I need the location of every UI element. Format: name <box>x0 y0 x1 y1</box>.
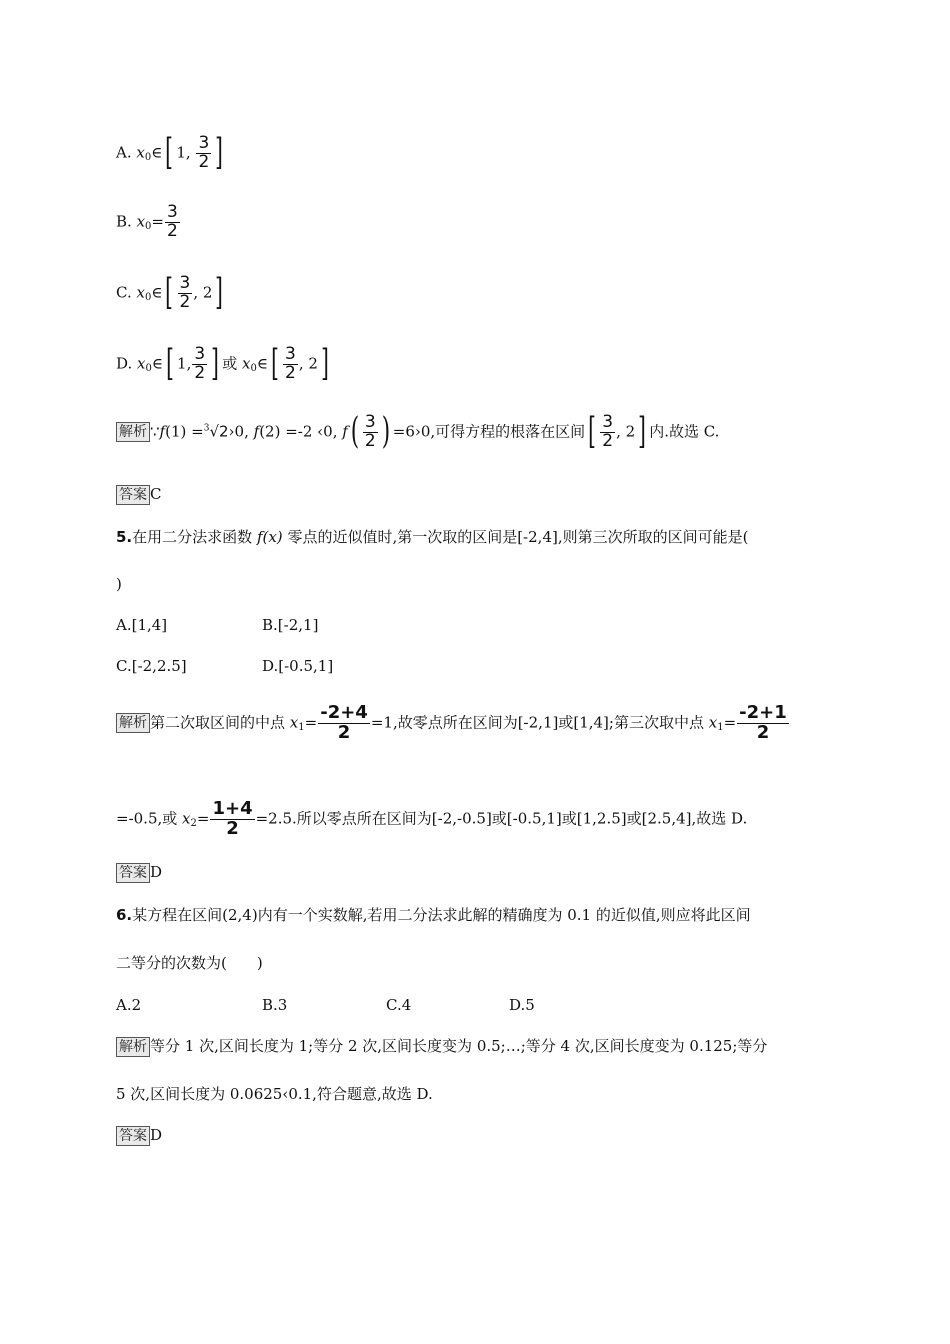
var-x: x <box>137 354 146 373</box>
var-x: x <box>289 713 299 732</box>
func-f: f <box>253 422 260 441</box>
subscript: 0 <box>145 363 152 375</box>
text: 在用二分法求函数 <box>132 528 253 546</box>
option-letter: B. <box>116 212 132 231</box>
subscript: 0 <box>144 292 152 304</box>
numerator: 3 <box>602 412 614 432</box>
text: 第二次取区间的中点 <box>150 713 286 732</box>
q4-option-c <box>116 272 226 314</box>
option-letter: C. <box>116 283 132 302</box>
q5-option-c: C.[-2,2.5] <box>116 657 187 675</box>
q4-option-b <box>116 204 181 241</box>
text: =1,故零点所在区间为[-2,1]或[1,4];第三次取中点 <box>370 713 704 732</box>
denominator: 2 <box>337 721 351 743</box>
q6-option-c: C.4 <box>386 996 412 1014</box>
numerator: -2+4 <box>320 702 368 723</box>
q5-option-d: D.[-0.5,1] <box>262 657 334 675</box>
text: (2) =-2 ‹0, <box>259 422 338 441</box>
denominator: 2 <box>167 220 178 241</box>
numerator: 3 <box>285 344 296 364</box>
interval-low: 1, <box>176 143 191 162</box>
analysis-tag: 解析 <box>116 713 150 733</box>
left-paren: ( <box>350 411 360 453</box>
q5-option-b: B.[-2,1] <box>262 616 319 634</box>
relation: ∈ <box>151 354 163 373</box>
numerator: 3 <box>198 133 210 153</box>
answer-value: C <box>150 485 162 503</box>
numerator: 3 <box>364 412 376 432</box>
text: 某方程在区间(2,4)内有一个实数解,若用二分法求此解的精确度为 0.1 的近似值,则应将此区间 <box>132 906 751 924</box>
text: ) <box>116 575 122 593</box>
interval-low: 1, <box>177 354 192 373</box>
denominator: 2 <box>198 151 210 172</box>
left-bracket: [ <box>165 132 174 174</box>
var-x: x <box>136 212 146 231</box>
interval-high: , 2 <box>616 422 636 441</box>
right-bracket: ] <box>215 132 224 174</box>
numerator: 1+4 <box>212 798 253 819</box>
q6-option-b: B.3 <box>262 996 288 1014</box>
text: =-0.5,或 <box>116 809 178 828</box>
q5-analysis-line1 <box>116 704 790 743</box>
left-bracket: [ <box>588 411 597 453</box>
subscript: 0 <box>145 221 152 233</box>
q5-option-a: A.[1,4] <box>116 616 168 634</box>
question-number: 5. <box>116 528 133 546</box>
text: 等分 1 次,区间长度为 1;等分 2 次,区间长度变为 0.5;…;等分 4 次,区间长度变为 0.125;等分 <box>150 1037 768 1055</box>
right-bracket: ] <box>321 343 329 385</box>
fraction <box>363 414 378 451</box>
answer-tag: 答案 <box>116 863 150 883</box>
analysis-tag: 解析 <box>116 1037 150 1057</box>
q6-answer <box>116 1125 162 1146</box>
answer-value: D <box>150 863 163 881</box>
subscript: 1 <box>717 722 724 734</box>
text: (1) = <box>165 422 204 441</box>
var-x: x <box>242 354 251 373</box>
q5-stem-line1 <box>116 527 748 547</box>
answer-value: D <box>150 1126 163 1144</box>
numerator: 3 <box>194 344 206 364</box>
right-bracket: ] <box>215 272 224 314</box>
numerator: 3 <box>179 273 191 293</box>
text: ›0, <box>228 422 249 441</box>
subscript: 1 <box>298 722 305 734</box>
denominator: 2 <box>602 430 614 451</box>
cube-root: √2 <box>209 422 229 441</box>
var-x: x <box>182 809 191 828</box>
denominator: 2 <box>285 362 296 383</box>
subscript: 2 <box>190 818 197 830</box>
option-letter: D. <box>116 354 133 373</box>
numerator: -2+1 <box>739 702 787 723</box>
interval-high: , 2 <box>193 283 213 302</box>
var-x: x <box>708 713 718 732</box>
denominator: 2 <box>179 291 191 312</box>
fraction <box>192 346 207 383</box>
question-number: 6. <box>116 906 133 924</box>
or-word: 或 <box>222 354 238 373</box>
denominator: 2 <box>226 817 239 839</box>
left-bracket: [ <box>166 343 174 385</box>
answer-tag: 答案 <box>116 485 150 505</box>
text: 零点的近似值时,第一次取的区间是[-2,4],则第三次所取的区间可能是( <box>287 528 749 546</box>
fraction <box>737 704 789 743</box>
fraction <box>210 800 254 839</box>
interval-high: , 2 <box>298 354 318 373</box>
fraction <box>165 204 180 241</box>
q6-option-d: D.5 <box>509 996 535 1014</box>
func-f: f <box>342 422 348 441</box>
denominator: 2 <box>756 721 770 743</box>
because-symbol: ∵ <box>150 422 160 441</box>
option-letter: A. <box>116 143 132 162</box>
q5-stem-line2 <box>116 574 122 594</box>
analysis-tag: 解析 <box>116 422 150 442</box>
denominator: 2 <box>364 430 376 451</box>
text: =2.5.所以零点所在区间为[-2,-0.5]或[-0.5,1]或[1,2.5]或[2.5,4],故选 D. <box>255 809 748 828</box>
equals: = <box>723 713 737 732</box>
var-x: x <box>136 283 145 302</box>
right-paren: ) <box>381 411 390 453</box>
q5-analysis-line2 <box>116 800 747 839</box>
root-index: 3 <box>203 423 210 434</box>
answer-tag: 答案 <box>116 1126 150 1146</box>
q5-answer <box>116 862 162 883</box>
relation: = <box>151 212 164 231</box>
q6-analysis-line2: 5 次,区间长度为 0.0625‹0.1,符合题意,故选 D. <box>116 1085 433 1103</box>
equals: = <box>196 809 210 828</box>
q4-option-a <box>116 132 226 174</box>
right-bracket: ] <box>211 343 220 385</box>
text: 内.故选 C. <box>649 422 720 441</box>
q6-stem-line1 <box>116 905 751 925</box>
fraction <box>318 704 370 743</box>
q6-option-a: A.2 <box>116 996 142 1014</box>
q4-option-d <box>116 343 332 385</box>
equals: = <box>304 713 318 732</box>
q6-stem-line2: 二等分的次数为( ) <box>116 954 263 972</box>
var-x: x <box>136 143 145 162</box>
q6-analysis-line1 <box>116 1036 767 1057</box>
q4-analysis <box>116 411 720 453</box>
relation: ∈ <box>151 143 163 162</box>
numerator: 3 <box>167 202 178 222</box>
subscript: 0 <box>144 152 152 164</box>
left-bracket: [ <box>165 272 174 314</box>
relation: ∈ <box>151 283 163 302</box>
relation: ∈ <box>256 354 268 373</box>
fraction <box>178 275 193 312</box>
text: =6›0,可得方程的根落在区间 <box>392 422 586 441</box>
func-f: f <box>159 422 166 441</box>
right-bracket: ] <box>638 411 647 453</box>
fraction <box>600 414 615 451</box>
func-fx: f(x) <box>256 528 283 546</box>
denominator: 2 <box>194 362 206 383</box>
left-bracket: [ <box>271 343 279 385</box>
q4-answer <box>116 484 161 505</box>
subscript: 0 <box>250 363 257 375</box>
fraction <box>283 346 298 383</box>
fraction <box>196 135 211 172</box>
